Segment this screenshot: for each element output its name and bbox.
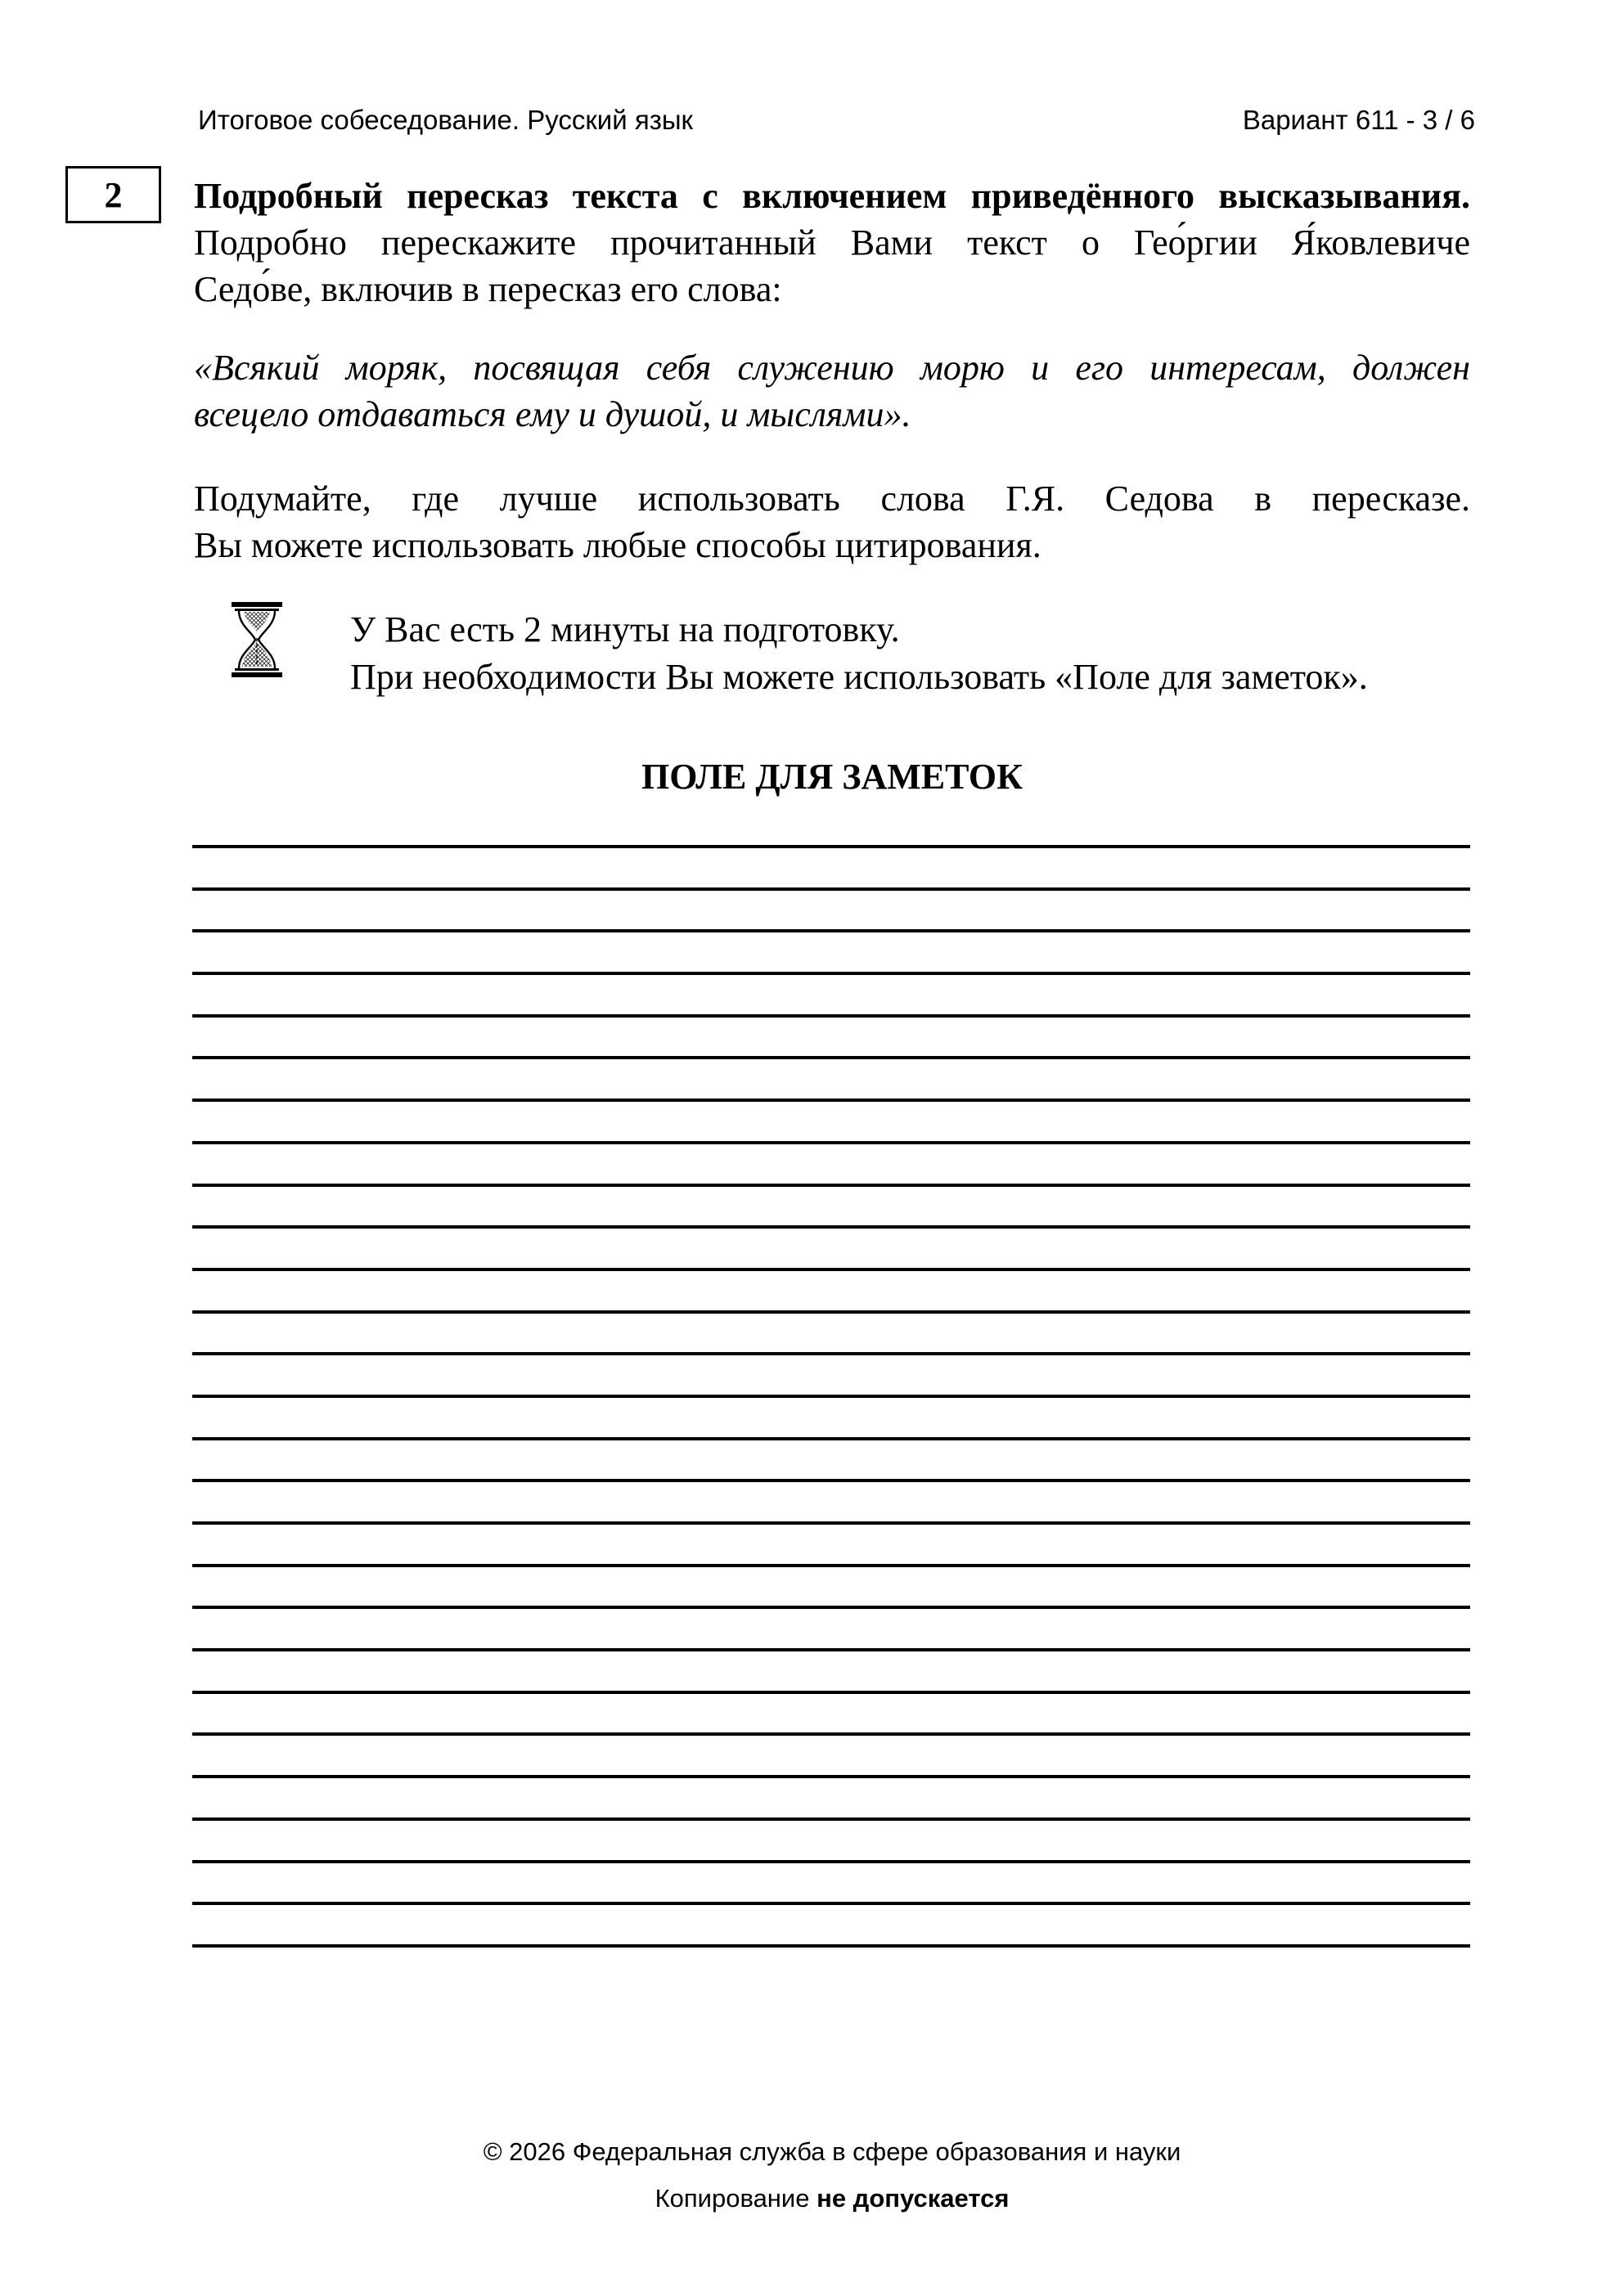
note-line [192,1395,1470,1398]
note-line [192,1225,1470,1229]
header-variant: Вариант 611 - 3 / 6 [1242,105,1475,135]
note-line [192,1099,1470,1102]
note-line [192,1437,1470,1440]
task-title: Подробный пересказ текста с включением приведённого высказывания. [194,176,1470,216]
note-line [192,1310,1470,1314]
note-line [192,1521,1470,1525]
timer-line1: У Вас есть 2 минуты на подготовку. [350,609,900,649]
task-number-box [65,166,161,223]
footer-copyright: © 2026 Федеральная служба в сфере образования и науки [483,2137,1181,2166]
note-line [192,1691,1470,1694]
hint-line1: Подумайте, где лучше использовать слова Г.Я. Седова в пересказе. [194,479,1470,519]
task-intro-line2: Седо́ве, включив в пересказ его слова: [194,269,782,309]
header-subject: Итоговое собеседование. Русский язык [198,105,693,135]
note-line [192,1775,1470,1778]
note-line [192,1732,1470,1736]
hint-line2: Вы можете использовать любые способы цитирования. [194,525,1041,565]
note-line [192,1056,1470,1059]
task-number: 2 [104,174,123,215]
footer-warning-bold: не допускается [816,2184,1010,2213]
note-line [192,1564,1470,1567]
quote-line1: «Всякий моряк, посвящая себя служению морю и его интересам, должен [194,348,1470,388]
note-line [192,1902,1470,1905]
note-line [192,1479,1470,1482]
hourglass-icon [232,602,282,677]
note-line [192,1860,1470,1863]
notes-heading: ПОЛЕ ДЛЯ ЗАМЕТОК [641,757,1023,797]
note-line [192,1648,1470,1651]
note-line [192,887,1470,891]
note-line [192,1184,1470,1187]
timer-line2: При необходимости Вы можете использовать «Поле для заметок». [350,657,1368,697]
note-line [192,1141,1470,1144]
note-line [192,845,1470,848]
note-line [192,1817,1470,1821]
note-line [192,1014,1470,1018]
note-line [192,1352,1470,1355]
task-intro-line1: Подробно перескажите прочитанный Вами текст о Гео́ргии Я́ковлевиче [194,222,1470,263]
footer-warning-regular: Копирование [655,2184,817,2213]
note-line [192,1606,1470,1609]
note-line [192,1268,1470,1271]
note-line [192,972,1470,975]
footer-warning [194,2182,1470,2215]
note-line [192,1944,1470,1948]
quote-line2: всецело отдаваться ему и душой, и мыслями». [194,394,911,434]
note-line [192,929,1470,932]
